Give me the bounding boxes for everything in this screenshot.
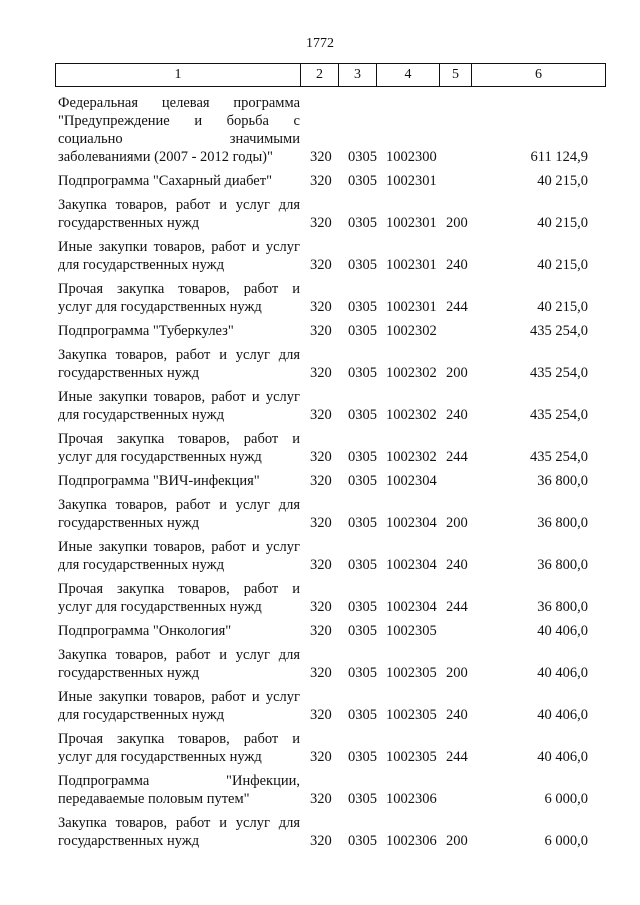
row-expense-type: 240 (446, 257, 468, 273)
table-row (58, 280, 598, 316)
row-name-line: Прочая закупка товаров, работ и (58, 431, 300, 447)
row-expense-type: 200 (446, 665, 468, 681)
row-name (58, 280, 300, 316)
row-amount: 40 215,0 (537, 215, 588, 231)
row-target-code: 1002300 (386, 149, 437, 165)
table-row (58, 94, 598, 166)
row-name-line: Подпрограмма "ВИЧ-инфекция" (58, 473, 260, 489)
row-section-code: 0305 (348, 833, 377, 849)
row-expense-type: 244 (446, 599, 468, 615)
row-amount: 6 000,0 (544, 833, 588, 849)
row-amount: 435 254,0 (530, 449, 588, 465)
row-name-line: "Предупреждение и борьба с (58, 113, 300, 129)
row-name-line: Иные закупки товаров, работ и услуг (58, 239, 300, 255)
row-gr-code: 320 (310, 665, 332, 681)
col-header-1: 1 (56, 64, 301, 87)
row-name (58, 814, 300, 850)
table-row (58, 496, 598, 532)
row-amount: 36 800,0 (537, 515, 588, 531)
row-name-line: Иные закупки товаров, работ и услуг (58, 689, 300, 705)
row-section-code: 0305 (348, 707, 377, 723)
row-gr-code: 320 (310, 407, 332, 423)
table-row (58, 730, 598, 766)
row-gr-code: 320 (310, 473, 332, 489)
row-name-line: для государственных нужд (58, 707, 225, 723)
row-gr-code: 320 (310, 749, 332, 765)
row-gr-code: 320 (310, 791, 332, 807)
row-section-code: 0305 (348, 149, 377, 165)
row-name-line: Закупка товаров, работ и услуг для (58, 197, 300, 213)
row-name-line: Подпрограмма "Онкология" (58, 623, 232, 639)
row-target-code: 1002305 (386, 749, 437, 765)
row-name (58, 172, 300, 190)
row-gr-code: 320 (310, 299, 332, 315)
row-name-line: Закупка товаров, работ и услуг для (58, 347, 300, 363)
row-name (58, 496, 300, 532)
row-section-code: 0305 (348, 473, 377, 489)
row-section-code: 0305 (348, 365, 377, 381)
row-name-line: Подпрограмма "Сахарный диабет" (58, 173, 272, 189)
column-header-table (55, 63, 606, 87)
row-name-line: Закупка товаров, работ и услуг для (58, 815, 300, 831)
table-row (58, 646, 598, 682)
table-row (58, 622, 598, 640)
row-name-line: Иные закупки товаров, работ и услуг (58, 389, 300, 405)
row-expense-type: 200 (446, 515, 468, 531)
row-expense-type: 240 (446, 407, 468, 423)
row-amount: 40 406,0 (537, 623, 588, 639)
table-row (58, 580, 598, 616)
row-target-code: 1002302 (386, 365, 437, 381)
row-name-line: социально значимыми (58, 131, 300, 147)
row-gr-code: 320 (310, 215, 332, 231)
row-gr-code: 320 (310, 515, 332, 531)
row-gr-code: 320 (310, 257, 332, 273)
row-name (58, 688, 300, 724)
row-name (58, 622, 300, 640)
row-target-code: 1002306 (386, 791, 437, 807)
row-name (58, 580, 300, 616)
row-target-code: 1002304 (386, 599, 437, 615)
row-name-line: Федеральная целевая программа (58, 95, 300, 111)
row-gr-code: 320 (310, 707, 332, 723)
row-section-code: 0305 (348, 623, 377, 639)
row-gr-code: 320 (310, 449, 332, 465)
row-name-line: для государственных нужд (58, 257, 225, 273)
row-name-line: государственных нужд (58, 215, 200, 231)
table-row (58, 538, 598, 574)
page-number: 1772 (306, 36, 334, 51)
row-section-code: 0305 (348, 257, 377, 273)
row-expense-type: 244 (446, 299, 468, 315)
row-name-line: услуг для государственных нужд (58, 749, 262, 765)
table-row (58, 172, 598, 190)
table-row (58, 430, 598, 466)
row-amount: 6 000,0 (544, 791, 588, 807)
row-name-line: Прочая закупка товаров, работ и (58, 581, 300, 597)
row-section-code: 0305 (348, 299, 377, 315)
row-expense-type: 200 (446, 833, 468, 849)
row-gr-code: 320 (310, 599, 332, 615)
row-amount: 36 800,0 (537, 599, 588, 615)
row-name-line: заболеваниями (2007 - 2012 годы)" (58, 149, 273, 165)
row-gr-code: 320 (310, 173, 332, 189)
row-section-code: 0305 (348, 557, 377, 573)
row-expense-type: 240 (446, 707, 468, 723)
row-name-line: Закупка товаров, работ и услуг для (58, 497, 300, 513)
row-amount: 40 406,0 (537, 749, 588, 765)
column-header-row (56, 64, 606, 87)
row-target-code: 1002305 (386, 707, 437, 723)
row-expense-type: 244 (446, 449, 468, 465)
col-header-6: 6 (472, 64, 606, 87)
row-section-code: 0305 (348, 791, 377, 807)
row-target-code: 1002304 (386, 557, 437, 573)
row-gr-code: 320 (310, 365, 332, 381)
row-name-line: Подпрограмма "Туберкулез" (58, 323, 234, 339)
table-row (58, 196, 598, 232)
row-amount: 40 215,0 (537, 173, 588, 189)
row-name-line: Иные закупки товаров, работ и услуг (58, 539, 300, 555)
col-header-2: 2 (301, 64, 339, 87)
row-name (58, 238, 300, 274)
row-section-code: 0305 (348, 449, 377, 465)
row-target-code: 1002301 (386, 299, 437, 315)
row-target-code: 1002306 (386, 833, 437, 849)
row-name-line: государственных нужд (58, 665, 200, 681)
row-section-code: 0305 (348, 323, 377, 339)
row-amount: 40 406,0 (537, 707, 588, 723)
row-name-line: государственных нужд (58, 833, 200, 849)
row-amount: 36 800,0 (537, 473, 588, 489)
row-amount: 435 254,0 (530, 407, 588, 423)
row-name (58, 730, 300, 766)
row-name-line: для государственных нужд (58, 557, 225, 573)
row-expense-type: 244 (446, 749, 468, 765)
row-name (58, 322, 300, 340)
row-name-line: передаваемые половым путем" (58, 791, 250, 807)
row-target-code: 1002301 (386, 257, 437, 273)
table-row (58, 346, 598, 382)
row-amount: 435 254,0 (530, 365, 588, 381)
row-target-code: 1002305 (386, 665, 437, 681)
budget-rows (58, 94, 598, 856)
row-gr-code: 320 (310, 557, 332, 573)
table-row (58, 814, 598, 850)
table-row (58, 472, 598, 490)
row-name (58, 646, 300, 682)
row-amount: 435 254,0 (530, 323, 588, 339)
row-expense-type: 200 (446, 215, 468, 231)
row-name (58, 472, 300, 490)
row-section-code: 0305 (348, 749, 377, 765)
row-target-code: 1002301 (386, 173, 437, 189)
row-name-line: Прочая закупка товаров, работ и (58, 281, 300, 297)
row-amount: 40 215,0 (537, 299, 588, 315)
row-name (58, 772, 300, 808)
row-name (58, 430, 300, 466)
row-target-code: 1002302 (386, 407, 437, 423)
row-name-line: услуг для государственных нужд (58, 449, 262, 465)
row-name-line: для государственных нужд (58, 407, 225, 423)
row-gr-code: 320 (310, 833, 332, 849)
table-row (58, 322, 598, 340)
row-name (58, 538, 300, 574)
row-target-code: 1002301 (386, 215, 437, 231)
row-gr-code: 320 (310, 323, 332, 339)
row-target-code: 1002302 (386, 449, 437, 465)
row-name-line: Подпрограмма "Инфекции, (58, 773, 300, 789)
row-amount: 611 124,9 (530, 149, 588, 165)
row-name (58, 346, 300, 382)
row-gr-code: 320 (310, 149, 332, 165)
row-name (58, 388, 300, 424)
row-section-code: 0305 (348, 515, 377, 531)
col-header-4: 4 (377, 64, 440, 87)
row-amount: 40 215,0 (537, 257, 588, 273)
row-section-code: 0305 (348, 215, 377, 231)
row-expense-type: 240 (446, 557, 468, 573)
col-header-3: 3 (339, 64, 377, 87)
row-name-line: услуг для государственных нужд (58, 599, 262, 615)
row-name-line: услуг для государственных нужд (58, 299, 262, 315)
row-section-code: 0305 (348, 173, 377, 189)
table-row (58, 688, 598, 724)
row-section-code: 0305 (348, 407, 377, 423)
row-target-code: 1002305 (386, 623, 437, 639)
row-name-line: Прочая закупка товаров, работ и (58, 731, 300, 747)
table-row (58, 388, 598, 424)
row-target-code: 1002304 (386, 473, 437, 489)
row-target-code: 1002302 (386, 323, 437, 339)
table-row (58, 238, 598, 274)
row-expense-type: 200 (446, 365, 468, 381)
row-amount: 36 800,0 (537, 557, 588, 573)
table-row (58, 772, 598, 808)
row-name-line: Закупка товаров, работ и услуг для (58, 647, 300, 663)
row-amount: 40 406,0 (537, 665, 588, 681)
row-target-code: 1002304 (386, 515, 437, 531)
row-section-code: 0305 (348, 599, 377, 615)
row-name-line: государственных нужд (58, 515, 200, 531)
row-name-line: государственных нужд (58, 365, 200, 381)
row-section-code: 0305 (348, 665, 377, 681)
row-gr-code: 320 (310, 623, 332, 639)
col-header-5: 5 (440, 64, 472, 87)
row-name (58, 94, 300, 166)
row-name (58, 196, 300, 232)
